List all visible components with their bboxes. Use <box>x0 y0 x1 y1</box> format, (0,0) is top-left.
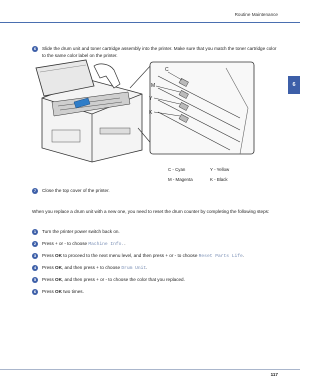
legend-cyan: C - Cyan <box>168 167 186 172</box>
chapter-tab: 6 <box>288 76 300 94</box>
reset-step-5-text: Press OK, and then press + or - to choose the color that you replaced. <box>42 277 185 282</box>
printer-illustration <box>30 58 282 166</box>
step-6-text: Slide the drum unit and toner cartridge assembly into the printer. Make sure that you match the toner cartridge color to the same color label on the printer. <box>42 46 277 58</box>
reset-step-5-number: 5 <box>33 277 37 282</box>
reset-step-2-number: 2 <box>33 241 37 246</box>
reset-step-3-text: Press OK to proceed to the next menu level, and then press + or - to choose Reset Parts Life. <box>42 253 245 259</box>
reset-step-6-number: 6 <box>33 289 37 294</box>
callout-c: C <box>165 67 169 73</box>
reset-step-1-number: 1 <box>33 229 37 234</box>
reset-step-6-text: Press OK two times. <box>42 289 84 294</box>
legend-magenta: M - Magenta <box>168 177 193 182</box>
legend-yellow: Y - Yellow <box>210 167 230 172</box>
reset-step-2-text: Press + or - to choose Machine Info.. <box>42 241 126 247</box>
menu-machine-info: Machine Info. <box>88 242 125 247</box>
menu-reset-parts-life: Reset Parts Life <box>198 254 243 259</box>
reset-step-3-number: 3 <box>33 253 37 258</box>
step-7-text: Close the top cover of the printer. <box>42 188 110 193</box>
reset-step-4-number: 4 <box>33 265 37 270</box>
footer-rule <box>0 369 300 370</box>
legend-black: K - Black <box>210 177 228 182</box>
reset-step-1-text: Turn the printer power switch back on. <box>42 229 120 234</box>
reset-intro: When you replace a drum unit with a new one, you need to reset the drum counter by completing the following steps: <box>32 209 270 214</box>
step-6-number: 6 <box>33 46 37 51</box>
callout-m: M <box>151 83 156 89</box>
printer-body-drawing <box>36 60 142 162</box>
page-number: 117 <box>270 372 278 377</box>
reset-step-4-text: Press OK, and then press + to choose Drum Unit. <box>42 265 148 271</box>
callout-k: K <box>149 110 153 116</box>
menu-drum-unit: Drum Unit <box>121 266 147 271</box>
callout-y: Y <box>149 96 153 102</box>
header-title: Routine Maintenance <box>234 12 278 17</box>
color-label-detail-drawing <box>150 62 254 154</box>
header-rule <box>0 22 300 23</box>
step-7-number: 7 <box>33 188 37 193</box>
